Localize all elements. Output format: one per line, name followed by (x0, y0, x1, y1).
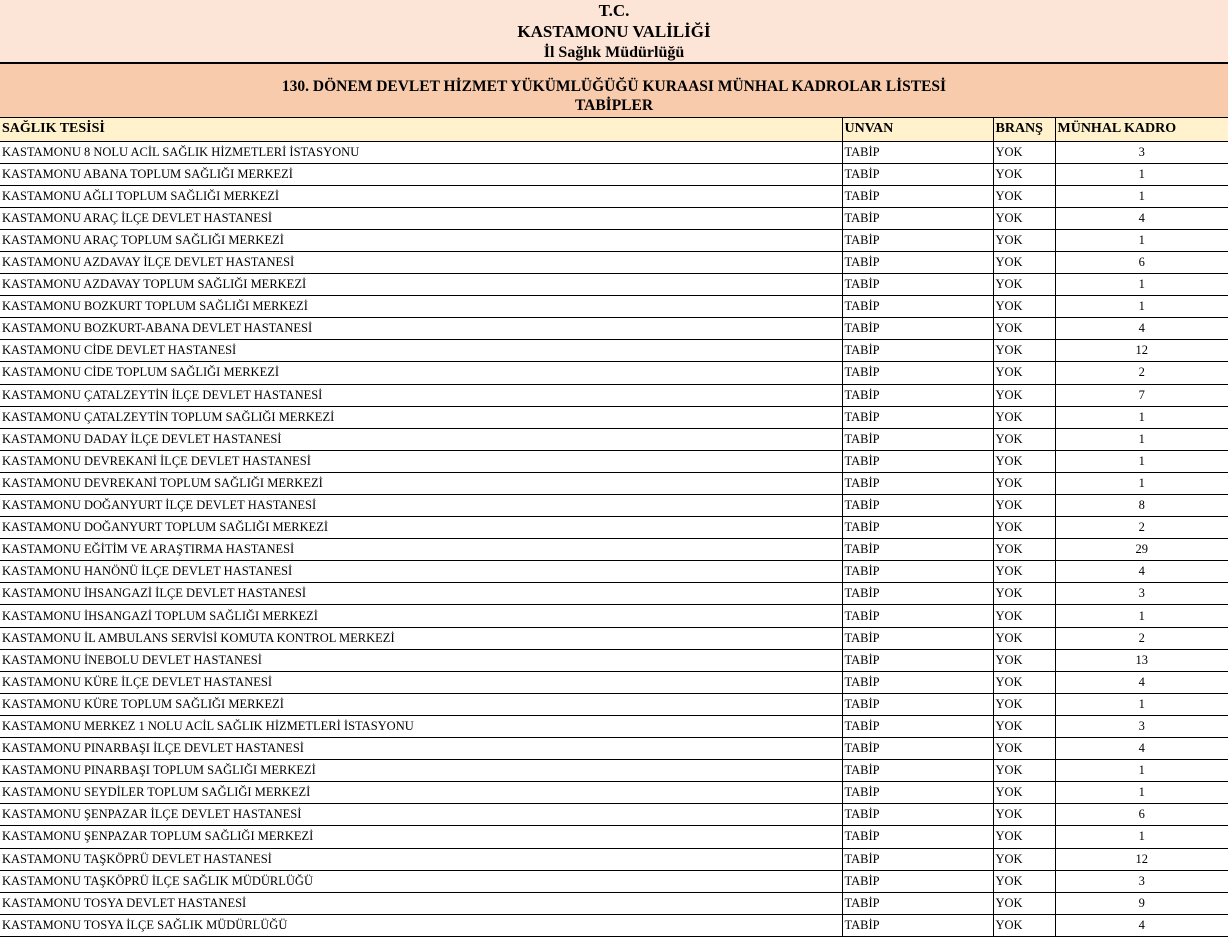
branch-cell: YOK (993, 163, 1055, 185)
title-cell: TABİP (842, 185, 993, 207)
branch-cell: YOK (993, 782, 1055, 804)
branch-cell: YOK (993, 848, 1055, 870)
branch-cell: YOK (993, 428, 1055, 450)
branch-cell: YOK (993, 826, 1055, 848)
vacancy-count-cell: 4 (1055, 207, 1228, 229)
vacancy-count-cell: 4 (1055, 738, 1228, 760)
table-row (0, 163, 1228, 185)
table-row (0, 892, 1228, 914)
facility-cell: KASTAMONU İNEBOLU DEVLET HASTANESİ (0, 649, 842, 671)
table-header-row (0, 118, 1228, 141)
vacancy-count-cell: 2 (1055, 362, 1228, 384)
title-cell: TABİP (842, 251, 993, 273)
branch-cell: YOK (993, 450, 1055, 472)
header-line-tc: T.C. (598, 1, 630, 20)
table-row (0, 804, 1228, 826)
title-cell: TABİP (842, 428, 993, 450)
vacancy-count-cell: 1 (1055, 450, 1228, 472)
title-cell: TABİP (842, 207, 993, 229)
branch-cell: YOK (993, 804, 1055, 826)
facility-cell: KASTAMONU İL AMBULANS SERVİSİ KOMUTA KONTROL MERKEZİ (0, 627, 842, 649)
list-subtitle: TABİPLER (574, 97, 654, 114)
title-cell: TABİP (842, 296, 993, 318)
table-row (0, 296, 1228, 318)
table-row (0, 715, 1228, 737)
table-row (0, 318, 1228, 340)
title-cell: TABİP (842, 804, 993, 826)
branch-cell: YOK (993, 561, 1055, 583)
facility-cell: KASTAMONU KÜRE TOPLUM SAĞLIĞI MERKEZİ (0, 693, 842, 715)
title-cell: TABİP (842, 826, 993, 848)
column-header-branch: BRANŞ (993, 118, 1055, 141)
facility-cell: KASTAMONU MERKEZ 1 NOLU ACİL SAĞLIK HİZMETLERİ İSTASYONU (0, 715, 842, 737)
facility-cell: KASTAMONU İHSANGAZİ TOPLUM SAĞLIĞI MERKEZİ (0, 605, 842, 627)
vacancy-table (0, 118, 1228, 937)
branch-cell: YOK (993, 870, 1055, 892)
table-row (0, 274, 1228, 296)
facility-cell: KASTAMONU DOĞANYURT TOPLUM SAĞLIĞI MERKEZİ (0, 517, 842, 539)
facility-cell: KASTAMONU AĞLI TOPLUM SAĞLIĞI MERKEZİ (0, 185, 842, 207)
branch-cell: YOK (993, 715, 1055, 737)
vacancy-count-cell: 1 (1055, 163, 1228, 185)
table-row (0, 826, 1228, 848)
branch-cell: YOK (993, 649, 1055, 671)
table-row (0, 539, 1228, 561)
branch-cell: YOK (993, 693, 1055, 715)
title-cell: TABİP (842, 627, 993, 649)
facility-cell: KASTAMONU ŞENPAZAR İLÇE DEVLET HASTANESİ (0, 804, 842, 826)
table-row (0, 472, 1228, 494)
table-row (0, 141, 1228, 163)
title-cell: TABİP (842, 384, 993, 406)
facility-cell: KASTAMONU HANÖNÜ İLÇE DEVLET HASTANESİ (0, 561, 842, 583)
facility-cell: KASTAMONU SEYDİLER TOPLUM SAĞLIĞI MERKEZİ (0, 782, 842, 804)
table-row (0, 693, 1228, 715)
vacancy-count-cell: 1 (1055, 274, 1228, 296)
table-row (0, 649, 1228, 671)
table-row (0, 428, 1228, 450)
vacancy-count-cell: 6 (1055, 251, 1228, 273)
vacancy-count-cell: 1 (1055, 472, 1228, 494)
vacancy-count-cell: 1 (1055, 826, 1228, 848)
vacancy-count-cell: 9 (1055, 892, 1228, 914)
facility-cell: KASTAMONU ABANA TOPLUM SAĞLIĞI MERKEZİ (0, 163, 842, 185)
branch-cell: YOK (993, 362, 1055, 384)
column-header-facility: SAĞLIK TESİSİ (0, 118, 842, 141)
title-cell: TABİP (842, 450, 993, 472)
facility-cell: KASTAMONU ÇATALZEYTİN İLÇE DEVLET HASTANESİ (0, 384, 842, 406)
facility-cell: KASTAMONU ŞENPAZAR TOPLUM SAĞLIĞI MERKEZİ (0, 826, 842, 848)
title-cell: TABİP (842, 782, 993, 804)
facility-cell: KASTAMONU ARAÇ TOPLUM SAĞLIĞI MERKEZİ (0, 229, 842, 251)
facility-cell: KASTAMONU TAŞKÖPRÜ İLÇE SAĞLIK MÜDÜRLÜĞÜ (0, 870, 842, 892)
column-header-title: UNVAN (842, 118, 993, 141)
vacancy-count-cell: 4 (1055, 318, 1228, 340)
title-cell: TABİP (842, 671, 993, 693)
branch-cell: YOK (993, 185, 1055, 207)
branch-cell: YOK (993, 318, 1055, 340)
table-row (0, 495, 1228, 517)
title-cell: TABİP (842, 605, 993, 627)
vacancy-count-cell: 1 (1055, 428, 1228, 450)
facility-cell: KASTAMONU DOĞANYURT İLÇE DEVLET HASTANESİ (0, 495, 842, 517)
facility-cell: KASTAMONU PINARBAŞI İLÇE DEVLET HASTANESİ (0, 738, 842, 760)
title-cell: TABİP (842, 715, 993, 737)
branch-cell: YOK (993, 141, 1055, 163)
document-header (0, 0, 1228, 64)
table-row (0, 450, 1228, 472)
branch-cell: YOK (993, 251, 1055, 273)
facility-cell: KASTAMONU AZDAVAY TOPLUM SAĞLIĞI MERKEZİ (0, 274, 842, 296)
list-title-block (0, 64, 1228, 118)
facility-cell: KASTAMONU TAŞKÖPRÜ DEVLET HASTANESİ (0, 848, 842, 870)
facility-cell: KASTAMONU TOSYA DEVLET HASTANESİ (0, 892, 842, 914)
title-cell: TABİP (842, 760, 993, 782)
table-body (0, 141, 1228, 936)
table-row (0, 870, 1228, 892)
header-line-valilik: KASTAMONU VALİLİĞİ (517, 22, 711, 41)
title-cell: TABİP (842, 274, 993, 296)
branch-cell: YOK (993, 738, 1055, 760)
branch-cell: YOK (993, 340, 1055, 362)
title-cell: TABİP (842, 163, 993, 185)
title-cell: TABİP (842, 870, 993, 892)
vacancy-count-cell: 8 (1055, 495, 1228, 517)
facility-cell: KASTAMONU DADAY İLÇE DEVLET HASTANESİ (0, 428, 842, 450)
title-cell: TABİP (842, 693, 993, 715)
facility-cell: KASTAMONU DEVREKANİ TOPLUM SAĞLIĞI MERKEZİ (0, 472, 842, 494)
facility-cell: KASTAMONU BOZKURT-ABANA DEVLET HASTANESİ (0, 318, 842, 340)
table-row (0, 782, 1228, 804)
title-cell: TABİP (842, 406, 993, 428)
title-cell: TABİP (842, 914, 993, 936)
table-row (0, 760, 1228, 782)
vacancy-count-cell: 1 (1055, 229, 1228, 251)
vacancy-count-cell: 3 (1055, 583, 1228, 605)
table-row (0, 738, 1228, 760)
facility-cell: KASTAMONU CİDE DEVLET HASTANESİ (0, 340, 842, 362)
table-row (0, 340, 1228, 362)
title-cell: TABİP (842, 362, 993, 384)
branch-cell: YOK (993, 296, 1055, 318)
facility-cell: KASTAMONU KÜRE İLÇE DEVLET HASTANESİ (0, 671, 842, 693)
title-cell: TABİP (842, 229, 993, 251)
branch-cell: YOK (993, 605, 1055, 627)
vacancy-count-cell: 1 (1055, 782, 1228, 804)
title-cell: TABİP (842, 848, 993, 870)
branch-cell: YOK (993, 472, 1055, 494)
facility-cell: KASTAMONU İHSANGAZİ İLÇE DEVLET HASTANESİ (0, 583, 842, 605)
table-row (0, 207, 1228, 229)
branch-cell: YOK (993, 671, 1055, 693)
vacancy-count-cell: 4 (1055, 561, 1228, 583)
table-row (0, 406, 1228, 428)
facility-cell: KASTAMONU EĞİTİM VE ARAŞTIRMA HASTANESİ (0, 539, 842, 561)
vacancy-count-cell: 13 (1055, 649, 1228, 671)
branch-cell: YOK (993, 914, 1055, 936)
table-row (0, 627, 1228, 649)
table-row (0, 229, 1228, 251)
branch-cell: YOK (993, 207, 1055, 229)
vacancy-count-cell: 12 (1055, 848, 1228, 870)
table-row (0, 671, 1228, 693)
branch-cell: YOK (993, 583, 1055, 605)
facility-cell: KASTAMONU AZDAVAY İLÇE DEVLET HASTANESİ (0, 251, 842, 273)
vacancy-count-cell: 2 (1055, 627, 1228, 649)
branch-cell: YOK (993, 517, 1055, 539)
vacancy-count-cell: 1 (1055, 406, 1228, 428)
branch-cell: YOK (993, 384, 1055, 406)
branch-cell: YOK (993, 760, 1055, 782)
vacancy-count-cell: 2 (1055, 517, 1228, 539)
vacancy-count-cell: 3 (1055, 715, 1228, 737)
vacancy-count-cell: 3 (1055, 870, 1228, 892)
vacancy-count-cell: 4 (1055, 914, 1228, 936)
title-cell: TABİP (842, 472, 993, 494)
vacancy-count-cell: 1 (1055, 605, 1228, 627)
vacancy-count-cell: 29 (1055, 539, 1228, 561)
table-row (0, 362, 1228, 384)
facility-cell: KASTAMONU TOSYA İLÇE SAĞLIK MÜDÜRLÜĞÜ (0, 914, 842, 936)
facility-cell: KASTAMONU DEVREKANİ İLÇE DEVLET HASTANESİ (0, 450, 842, 472)
branch-cell: YOK (993, 627, 1055, 649)
table-row (0, 848, 1228, 870)
facility-cell: KASTAMONU ARAÇ İLÇE DEVLET HASTANESİ (0, 207, 842, 229)
table-row (0, 561, 1228, 583)
title-cell: TABİP (842, 649, 993, 671)
branch-cell: YOK (993, 892, 1055, 914)
title-cell: TABİP (842, 892, 993, 914)
table-row (0, 185, 1228, 207)
table-row (0, 517, 1228, 539)
vacancy-count-cell: 4 (1055, 671, 1228, 693)
vacancy-count-cell: 6 (1055, 804, 1228, 826)
facility-cell: KASTAMONU BOZKURT TOPLUM SAĞLIĞI MERKEZİ (0, 296, 842, 318)
column-header-vacancy: MÜNHAL KADRO (1055, 118, 1228, 141)
vacancy-count-cell: 12 (1055, 340, 1228, 362)
vacancy-count-cell: 1 (1055, 185, 1228, 207)
list-title: 130. DÖNEM DEVLET HİZMET YÜKÜMLÜĞÜĞÜ KURAASI MÜNHAL KADROLAR LİSTESİ (281, 78, 947, 95)
vacancy-count-cell: 3 (1055, 141, 1228, 163)
title-cell: TABİP (842, 539, 993, 561)
branch-cell: YOK (993, 229, 1055, 251)
title-cell: TABİP (842, 561, 993, 583)
facility-cell: KASTAMONU PINARBAŞI TOPLUM SAĞLIĞI MERKEZİ (0, 760, 842, 782)
branch-cell: YOK (993, 274, 1055, 296)
header-line-mudurluk: İl Sağlık Müdürlüğü (543, 44, 685, 61)
table-row (0, 583, 1228, 605)
title-cell: TABİP (842, 583, 993, 605)
title-cell: TABİP (842, 318, 993, 340)
table-row (0, 384, 1228, 406)
title-cell: TABİP (842, 738, 993, 760)
title-cell: TABİP (842, 517, 993, 539)
vacancy-count-cell: 7 (1055, 384, 1228, 406)
table-row (0, 251, 1228, 273)
title-cell: TABİP (842, 141, 993, 163)
table-row (0, 914, 1228, 936)
branch-cell: YOK (993, 539, 1055, 561)
table-row (0, 605, 1228, 627)
facility-cell: KASTAMONU ÇATALZEYTİN TOPLUM SAĞLIĞI MERKEZİ (0, 406, 842, 428)
facility-cell: KASTAMONU 8 NOLU ACİL SAĞLIK HİZMETLERİ İSTASYONU (0, 141, 842, 163)
title-cell: TABİP (842, 495, 993, 517)
vacancy-count-cell: 1 (1055, 760, 1228, 782)
vacancy-count-cell: 1 (1055, 296, 1228, 318)
branch-cell: YOK (993, 406, 1055, 428)
branch-cell: YOK (993, 495, 1055, 517)
title-cell: TABİP (842, 340, 993, 362)
facility-cell: KASTAMONU CİDE TOPLUM SAĞLIĞI MERKEZİ (0, 362, 842, 384)
vacancy-count-cell: 1 (1055, 693, 1228, 715)
